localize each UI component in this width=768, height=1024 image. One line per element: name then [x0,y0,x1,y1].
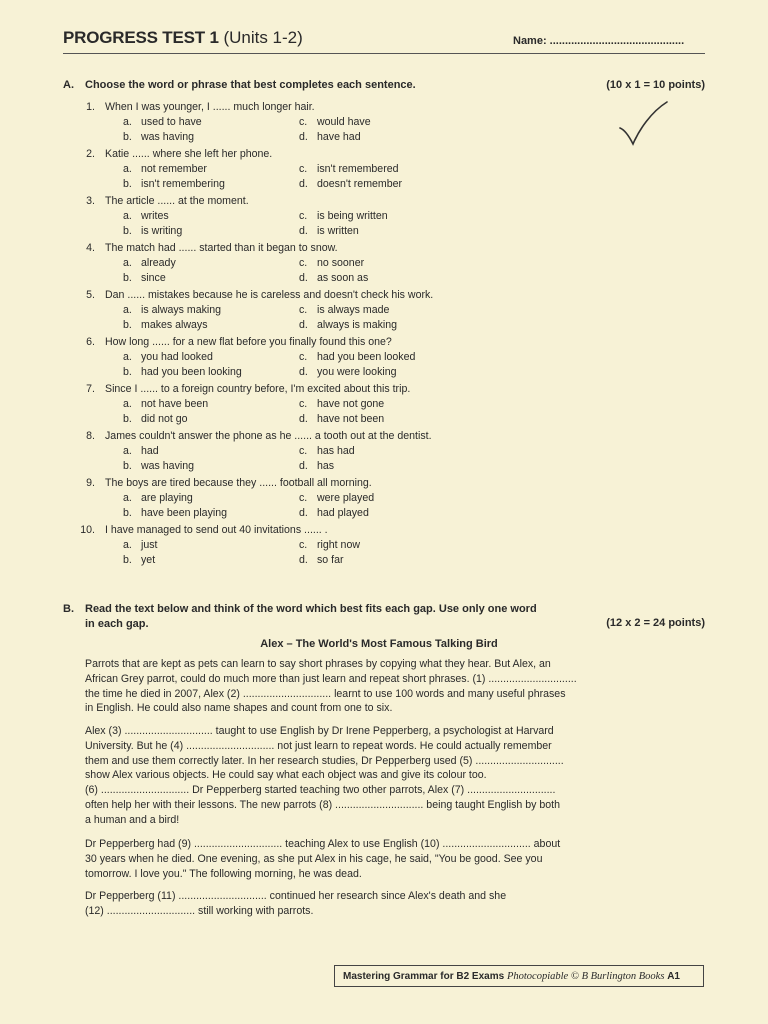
option-letter: b. [123,366,132,378]
option-d[interactable] [299,224,359,239]
question-number: 9. [86,477,95,489]
option-d[interactable] [299,412,384,427]
option-text: used to have [141,116,202,128]
test-title: PROGRESS TEST 1 [63,28,219,47]
option-b[interactable] [123,553,155,568]
option-letter: c. [299,492,308,504]
story-title [0,638,768,650]
option-text: you had looked [141,351,213,363]
option-c[interactable] [299,350,415,365]
option-letter: a. [123,163,132,175]
option-letter: c. [299,116,308,128]
footer-page: A1 [667,971,680,982]
option-d[interactable] [299,318,397,333]
story-line: Alex (3) .............................. taught to use English by Dr Irene Pepperberg, a psychologist at Harvard [85,725,554,737]
option-c[interactable] [299,538,360,553]
option-letter: c. [299,539,308,551]
option-text: not have been [141,398,209,410]
option-b[interactable] [123,318,208,333]
option-letter: c. [299,163,308,175]
story-line: often help her with their lessons. The new parrots (8) .............................. being taught English by both [85,798,561,811]
option-letter: d. [299,178,308,190]
option-text: had you been looking [141,366,242,378]
option-letter: b. [123,319,132,331]
option-letter: a. [123,539,132,551]
option-text: were played [317,492,375,504]
question-number: 10. [80,524,95,536]
option-text: as soon as [317,272,369,284]
option-a[interactable] [123,256,176,271]
option-letter: a. [123,304,132,316]
option-text: was having [141,460,194,472]
option-text: has [317,460,335,472]
option-a[interactable] [123,115,202,130]
option-a[interactable] [123,538,158,553]
option-text: have had [317,131,361,143]
option-b[interactable] [123,177,225,192]
question-number: 4. [86,242,95,254]
option-text: not remember [141,163,207,175]
option-letter: d. [299,131,308,143]
option-text: yet [141,554,156,566]
option-letter: a. [123,257,132,269]
story-line: University. But he (4) .............................. not just learn to repeat words. He could actually remember [85,739,552,752]
question-number: 2. [86,148,95,160]
option-text: since [141,272,166,284]
question-number: 3. [86,195,95,207]
section-a-letter: A. [63,79,74,91]
option-d[interactable] [299,177,402,192]
option-text: is being written [317,210,388,222]
story-paragraph [85,724,645,828]
option-text: is always making [141,304,222,316]
option-b[interactable] [123,130,194,145]
option-text: have been playing [141,507,227,519]
units-label: (Units 1-2) [223,28,303,47]
option-b[interactable] [123,506,227,521]
option-text: would have [317,116,371,128]
option-text: had you been looked [317,351,416,363]
option-letter: d. [299,272,308,284]
option-text: so far [317,554,344,566]
option-c[interactable] [299,491,374,506]
option-c[interactable] [299,303,389,318]
option-letter: c. [299,351,308,363]
option-letter: d. [299,413,308,425]
option-d[interactable] [299,130,361,145]
section-b-letter: B. [63,603,74,615]
header-divider [63,53,705,54]
option-c[interactable] [299,397,384,412]
question-stem: The match had ...... started than it began to snow. [105,242,338,254]
question-stem: When I was younger, I ...... much longer hair. [105,101,315,113]
option-text: just [141,539,158,551]
option-text: is always made [317,304,390,316]
story-line: Parrots that are kept as pets can learn to say short phrases by copying what they hear. But Alex, an [85,658,551,670]
option-d[interactable] [299,506,369,521]
name-field[interactable]: Name: ............................................ [513,35,685,47]
story-line: in English. He could also name shapes and count from one to six. [85,702,393,715]
story-line: show Alex various objects. He could say what each object was and give its colour too. [85,769,487,782]
question-stem: I have managed to send out 40 invitations ...... . [105,524,328,536]
question-number: 8. [86,430,95,442]
option-letter: b. [123,413,132,425]
question-stem: The article ...... at the moment. [105,195,249,207]
option-letter: c. [299,398,308,410]
question-number: 6. [86,336,95,348]
option-text: had [141,445,159,457]
option-text: have not gone [317,398,385,410]
section-b-instruction [85,602,585,632]
option-letter: a. [123,445,132,457]
option-text: always is making [317,319,398,331]
story-line: 30 years when he died. One evening, as she put Alex in his cage, he said, "You be good. See you [85,852,543,865]
question-stem: James couldn't answer the phone as he ...... a tooth out at the dentist. [105,430,432,442]
option-letter: b. [123,507,132,519]
option-letter: d. [299,554,308,566]
page-title [63,28,303,48]
option-letter: c. [299,257,308,269]
option-b[interactable] [123,365,242,380]
option-text: did not go [141,413,188,425]
option-letter: a. [123,351,132,363]
option-d[interactable] [299,459,334,474]
option-letter: c. [299,210,308,222]
option-letter: b. [123,272,132,284]
option-text: you were looking [317,366,397,378]
option-d[interactable] [299,553,344,568]
option-letter: c. [299,304,308,316]
story-line: (12) .............................. still working with parrots. [85,904,314,917]
story-paragraph [85,889,645,919]
option-letter: b. [123,460,132,472]
story-line: African Grey parrot, could do much more than just learn and repeat short phrases. (1) .............................. [85,672,577,685]
option-c[interactable] [299,115,371,130]
question-stem: How long ...... for a new flat before you finally found this one? [105,336,392,348]
story-line: them and use them correctly later. In her research studies, Dr Pepperberg used (5) .............................. [85,754,564,767]
check-mark-icon [615,100,675,160]
option-text: right now [317,539,360,551]
option-text: isn't remembering [141,178,225,190]
footer-box [334,965,704,987]
option-text: had played [317,507,369,519]
story-line: tomorrow. I love you." The following morning, he was dead. [85,867,362,880]
option-letter: b. [123,554,132,566]
option-c[interactable] [299,444,355,459]
option-d[interactable] [299,365,397,380]
story-line: the time he died in 2007, Alex (2) .............................. learnt to use 100 words and many useful phrases [85,687,566,700]
option-a[interactable] [123,303,221,318]
option-letter: b. [123,178,132,190]
option-a[interactable] [123,209,169,224]
story-line: a human and a bird! [85,813,180,826]
option-c[interactable] [299,209,388,224]
option-b[interactable] [123,459,194,474]
option-text: isn't remembered [317,163,399,175]
option-letter: c. [299,445,308,457]
option-letter: b. [123,131,132,143]
question-number: 7. [86,383,95,395]
story-line: Dr Pepperberg (11) .............................. continued her research since Alex's death and she [85,890,507,902]
section-b-instruction-line1: Read the text below and think of the word which best fits each gap. Use only one word [85,603,537,615]
story-line: (6) .............................. Dr Pepperberg started teaching two other parrots, Alex (7) .............................. [85,784,556,797]
option-text: was having [141,131,194,143]
option-letter: a. [123,210,132,222]
option-a[interactable] [123,397,208,412]
option-text: writes [141,210,169,222]
option-text: have not been [317,413,385,425]
option-text: is written [317,225,359,237]
option-text: has had [317,445,355,457]
option-letter: d. [299,225,308,237]
option-a[interactable] [123,162,207,177]
option-text: are playing [141,492,193,504]
option-text: doesn't remember [317,178,403,190]
question-stem: The boys are tired because they ...... football all morning. [105,477,372,489]
option-letter: d. [299,460,308,472]
option-d[interactable] [299,271,368,286]
option-a[interactable] [123,444,159,459]
story-line: Dr Pepperberg had (9) .............................. teaching Alex to use English (10) .............................. about [85,838,561,850]
question-stem: Katie ...... where she left her phone. [105,148,273,160]
option-b[interactable] [123,271,166,286]
option-letter: a. [123,398,132,410]
story-paragraph [85,657,645,716]
option-c[interactable] [299,256,364,271]
story-title-text: Alex – The World's Most Famous Talking Bird [260,638,498,650]
option-letter: d. [299,366,308,378]
option-text: is writing [141,225,183,237]
option-text: no sooner [317,257,365,269]
section-b-points: (12 x 2 = 24 points) [606,617,705,629]
footer-publisher: B Burlington Books [581,971,665,982]
option-text: makes always [141,319,208,331]
option-b[interactable] [123,412,188,427]
option-letter: d. [299,507,308,519]
question-stem: Dan ...... mistakes because he is careless and doesn't check his work. [105,289,434,301]
section-a-instruction: Choose the word or phrase that best completes each sentence. [85,79,416,91]
option-a[interactable] [123,350,213,365]
option-letter: b. [123,225,132,237]
option-c[interactable] [299,162,399,177]
footer-photocopiable: Photocopiable © [506,971,579,982]
question-number: 5. [86,289,95,301]
section-a-points: (10 x 1 = 10 points) [606,79,705,91]
option-b[interactable] [123,224,182,239]
option-a[interactable] [123,491,193,506]
question-stem: Since I ...... to a foreign country before, I'm excited about this trip. [105,383,411,395]
footer-book: Mastering Grammar for B2 Exams [343,971,505,982]
option-letter: a. [123,492,132,504]
story-paragraph [85,837,645,881]
option-letter: d. [299,319,308,331]
question-number: 1. [86,101,95,113]
option-letter: a. [123,116,132,128]
section-b-instruction-line2: in each gap. [85,618,149,630]
option-text: already [141,257,176,269]
